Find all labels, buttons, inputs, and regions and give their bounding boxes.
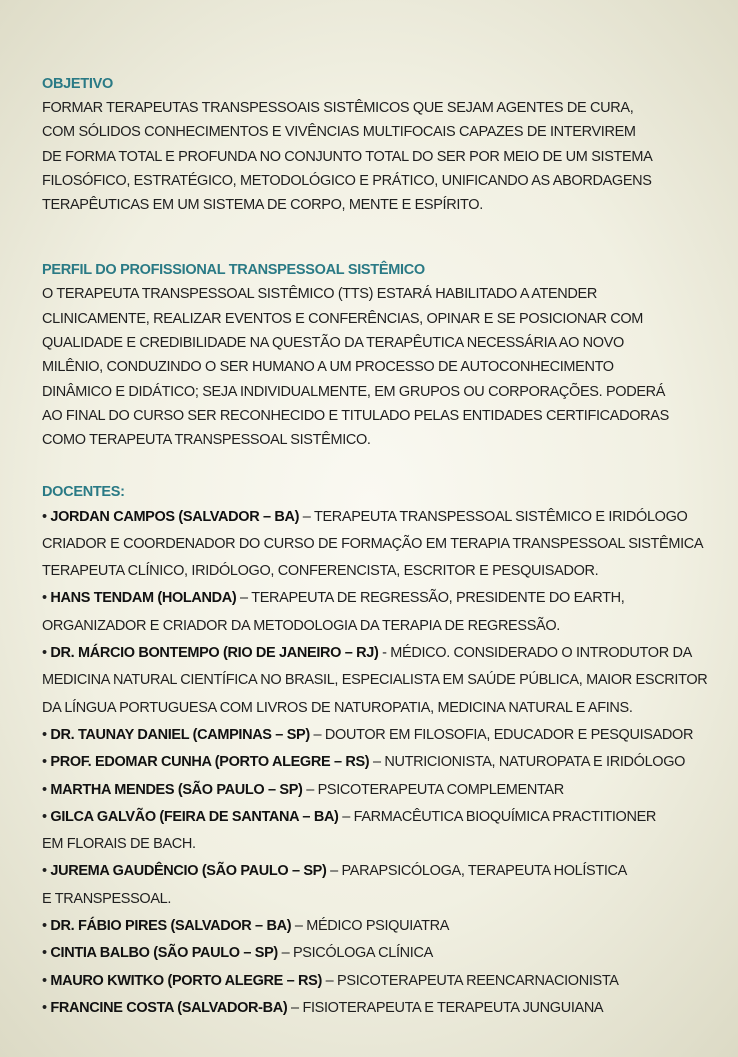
docentes-list: [42, 504, 722, 1023]
docente-line: [42, 995, 722, 1022]
bullet-icon: •: [42, 508, 51, 525]
perfil-line: O TERAPEUTA TRANSPESSOAL SISTÊMICO (TTS) ESTARÁ HABILITADO A ATENDER: [42, 286, 597, 303]
docente-description-continued: E TRANSPESSOAL.: [42, 890, 172, 907]
perfil-text: [42, 282, 722, 452]
objetivo-line: FORMAR TERAPEUTAS TRANSPESSOAIS SISTÊMICOS QUE SEJAM AGENTES DE CURA,: [42, 100, 634, 116]
docente-description-continued: CRIADOR E COORDENADOR DO CURSO DE FORMAÇÃO EM TERAPIA TRANSPESSOAL SISTÊMICA: [42, 535, 704, 552]
docente-separator: –: [291, 918, 307, 935]
bullet-icon: •: [42, 645, 51, 662]
objetivo-line: TERAPÊUTICAS EM UM SISTEMA DE CORPO, MENTE E ESPÍRITO.: [42, 197, 483, 214]
docente-name: HANS TENDAM (HOLANDA): [50, 590, 237, 607]
docente-separator: –: [302, 781, 318, 798]
bullet-icon: •: [42, 972, 51, 989]
docente-item: [42, 804, 722, 859]
objetivo-text: [42, 96, 722, 217]
docente-line: [42, 968, 722, 995]
docente-line: [42, 913, 722, 940]
docente-item: [42, 722, 722, 749]
docente-description: PARAPSICÓLOGA, TERAPEUTA HOLÍSTICA: [341, 863, 627, 880]
docente-item: [42, 640, 722, 722]
docente-line: [42, 858, 722, 885]
docente-description: DOUTOR EM FILOSOFIA, EDUCADOR E PESQUISADOR: [324, 726, 694, 743]
docente-item: [42, 940, 722, 967]
perfil-line: CLINICAMENTE, REALIZAR EVENTOS E CONFERÊNCIAS, OPINAR E SE POSICIONAR COM: [42, 310, 644, 327]
bullet-icon: •: [42, 808, 51, 825]
docente-description: FARMACÊUTICA BIOQUÍMICA PRACTITIONER: [353, 808, 657, 825]
docente-separator: -: [378, 645, 391, 662]
docente-name: DR. TAUNAY DANIEL (CAMPINAS – SP): [50, 726, 310, 743]
docente-name: JORDAN CAMPOS (SALVADOR – BA): [50, 508, 300, 525]
docente-description-continued: ORGANIZADOR E CRIADOR DA METODOLOGIA DA TERAPIA DE REGRESSÃO.: [42, 617, 560, 634]
perfil-line: DINÂMICO E DIDÁTICO; SEJA INDIVIDUALMENTE, EM GRUPOS OU CORPORAÇÕES. PODERÁ: [42, 383, 666, 400]
bullet-icon: •: [42, 945, 51, 962]
docente-description: PSICÓLOGA CLÍNICA: [292, 945, 433, 962]
bullet-icon: •: [42, 781, 51, 798]
docente-name: DR. FÁBIO PIRES (SALVADOR – BA): [50, 918, 292, 935]
docente-description: FISIOTERAPEUTA E TERAPEUTA JUNGUIANA: [302, 999, 604, 1016]
docente-description-continued: MEDICINA NATURAL CIENTÍFICA NO BRASIL, ESPECIALISTA EM SAÚDE PÚBLICA, MAIOR ESCRITOR: [42, 672, 708, 689]
bullet-icon: •: [42, 726, 51, 743]
docente-separator: –: [321, 972, 338, 989]
docente-separator: –: [277, 945, 293, 962]
perfil-line: AO FINAL DO CURSO SER RECONHECIDO E TITULADO PELAS ENTIDADES CERTIFICADORAS: [42, 407, 669, 424]
perfil-line: MILÊNIO, CONDUZINDO O SER HUMANO A UM PROCESSO DE AUTOCONHECIMENTO: [42, 359, 614, 376]
docente-item: [42, 968, 722, 995]
docente-line: [42, 777, 722, 804]
docente-separator: –: [287, 999, 303, 1016]
docente-separator: –: [236, 590, 252, 607]
docente-item: [42, 777, 722, 804]
docente-item: [42, 995, 722, 1022]
docente-line: [42, 504, 722, 531]
docente-name: MARTHA MENDES (SÃO PAULO – SP): [50, 781, 303, 798]
docente-description-continued: TERAPEUTA CLÍNICO, IRIDÓLOGO, CONFERENCISTA, ESCRITOR E PESQUISADOR.: [42, 563, 599, 580]
docente-line: [42, 940, 722, 967]
docente-line: [42, 640, 722, 667]
docente-description: MÉDICO PSIQUIATRA: [306, 918, 450, 935]
bullet-icon: •: [42, 590, 51, 607]
docente-separator: –: [299, 508, 314, 525]
docentes-section: [42, 480, 722, 1023]
docente-description: PSICOTERAPEUTA COMPLEMENTAR: [317, 781, 564, 798]
bullet-icon: •: [42, 754, 51, 771]
docente-item: [42, 858, 722, 913]
objetivo-title: OBJETIVO: [42, 76, 113, 92]
bullet-icon: •: [42, 999, 51, 1016]
objetivo-line: FILOSÓFICO, ESTRATÉGICO, METODOLÓGICO E PRÁTICO, UNIFICANDO AS ABORDAGENS: [42, 172, 652, 189]
perfil-line: COMO TERAPEUTA TRANSPESSOAL SISTÊMICO.: [42, 432, 371, 449]
docente-separator: –: [326, 863, 342, 880]
docente-separator: –: [369, 754, 385, 771]
document-page: [42, 72, 722, 1022]
docente-separator: –: [338, 808, 354, 825]
docente-description: PSICOTERAPEUTA REENCARNACIONISTA: [337, 972, 619, 989]
docente-description-continued: DA LÍNGUA PORTUGUESA COM LIVROS DE NATUROPATIA, MEDICINA NATURAL E AFINS.: [42, 699, 633, 716]
docente-description: NUTRICIONISTA, NATUROPATA E IRIDÓLOGO: [384, 754, 686, 771]
docente-item: [42, 504, 722, 586]
perfil-title: PERFIL DO PROFISSIONAL TRANSPESSOAL SISTÊMICO: [42, 262, 425, 279]
docente-line: [42, 804, 722, 831]
docente-item: [42, 585, 722, 640]
bullet-icon: •: [42, 918, 51, 935]
docente-line: [42, 585, 722, 612]
docente-description: TERAPEUTA DE REGRESSÃO, PRESIDENTE DO EARTH,: [251, 590, 625, 607]
docente-item: [42, 913, 722, 940]
docente-description: TERAPEUTA TRANSPESSOAL SISTÊMICO E IRIDÓLOGO: [313, 508, 688, 525]
perfil-section: [42, 258, 722, 452]
perfil-line: QUALIDADE E CREDIBILIDADE NA QUESTÃO DA TERAPÊUTICA NECESSÁRIA AO NOVO: [42, 335, 624, 352]
docente-name: MAURO KWITKO (PORTO ALEGRE – RS): [50, 972, 322, 989]
docente-name: JUREMA GAUDÊNCIO (SÃO PAULO – SP): [50, 863, 327, 880]
objetivo-line: COM SÓLIDOS CONHECIMENTOS E VIVÊNCIAS MULTIFOCAIS CAPAZES DE INTERVIREM: [42, 124, 636, 141]
bullet-icon: •: [42, 863, 51, 880]
docente-line: [42, 749, 722, 776]
docente-line: [42, 722, 722, 749]
objetivo-section: [42, 72, 722, 217]
docente-description-continued: EM FLORAIS DE BACH.: [42, 836, 196, 853]
docente-name: GILCA GALVÃO (FEIRA DE SANTANA – BA): [50, 808, 339, 825]
docente-name: CINTIA BALBO (SÃO PAULO – SP): [50, 945, 278, 962]
docente-name: FRANCINE COSTA (SALVADOR-BA): [50, 999, 288, 1016]
docente-separator: –: [309, 726, 325, 743]
docentes-title: DOCENTES:: [42, 483, 125, 500]
docente-description: MÉDICO. CONSIDERADO O INTRODUTOR DA: [390, 645, 692, 662]
docente-item: [42, 749, 722, 776]
objetivo-line: DE FORMA TOTAL E PROFUNDA NO CONJUNTO TOTAL DO SER POR MEIO DE UM SISTEMA: [42, 148, 653, 165]
docente-name: PROF. EDOMAR CUNHA (PORTO ALEGRE – RS): [50, 754, 370, 771]
docente-name: DR. MÁRCIO BONTEMPO (RIO DE JANEIRO – RJ): [50, 645, 379, 662]
